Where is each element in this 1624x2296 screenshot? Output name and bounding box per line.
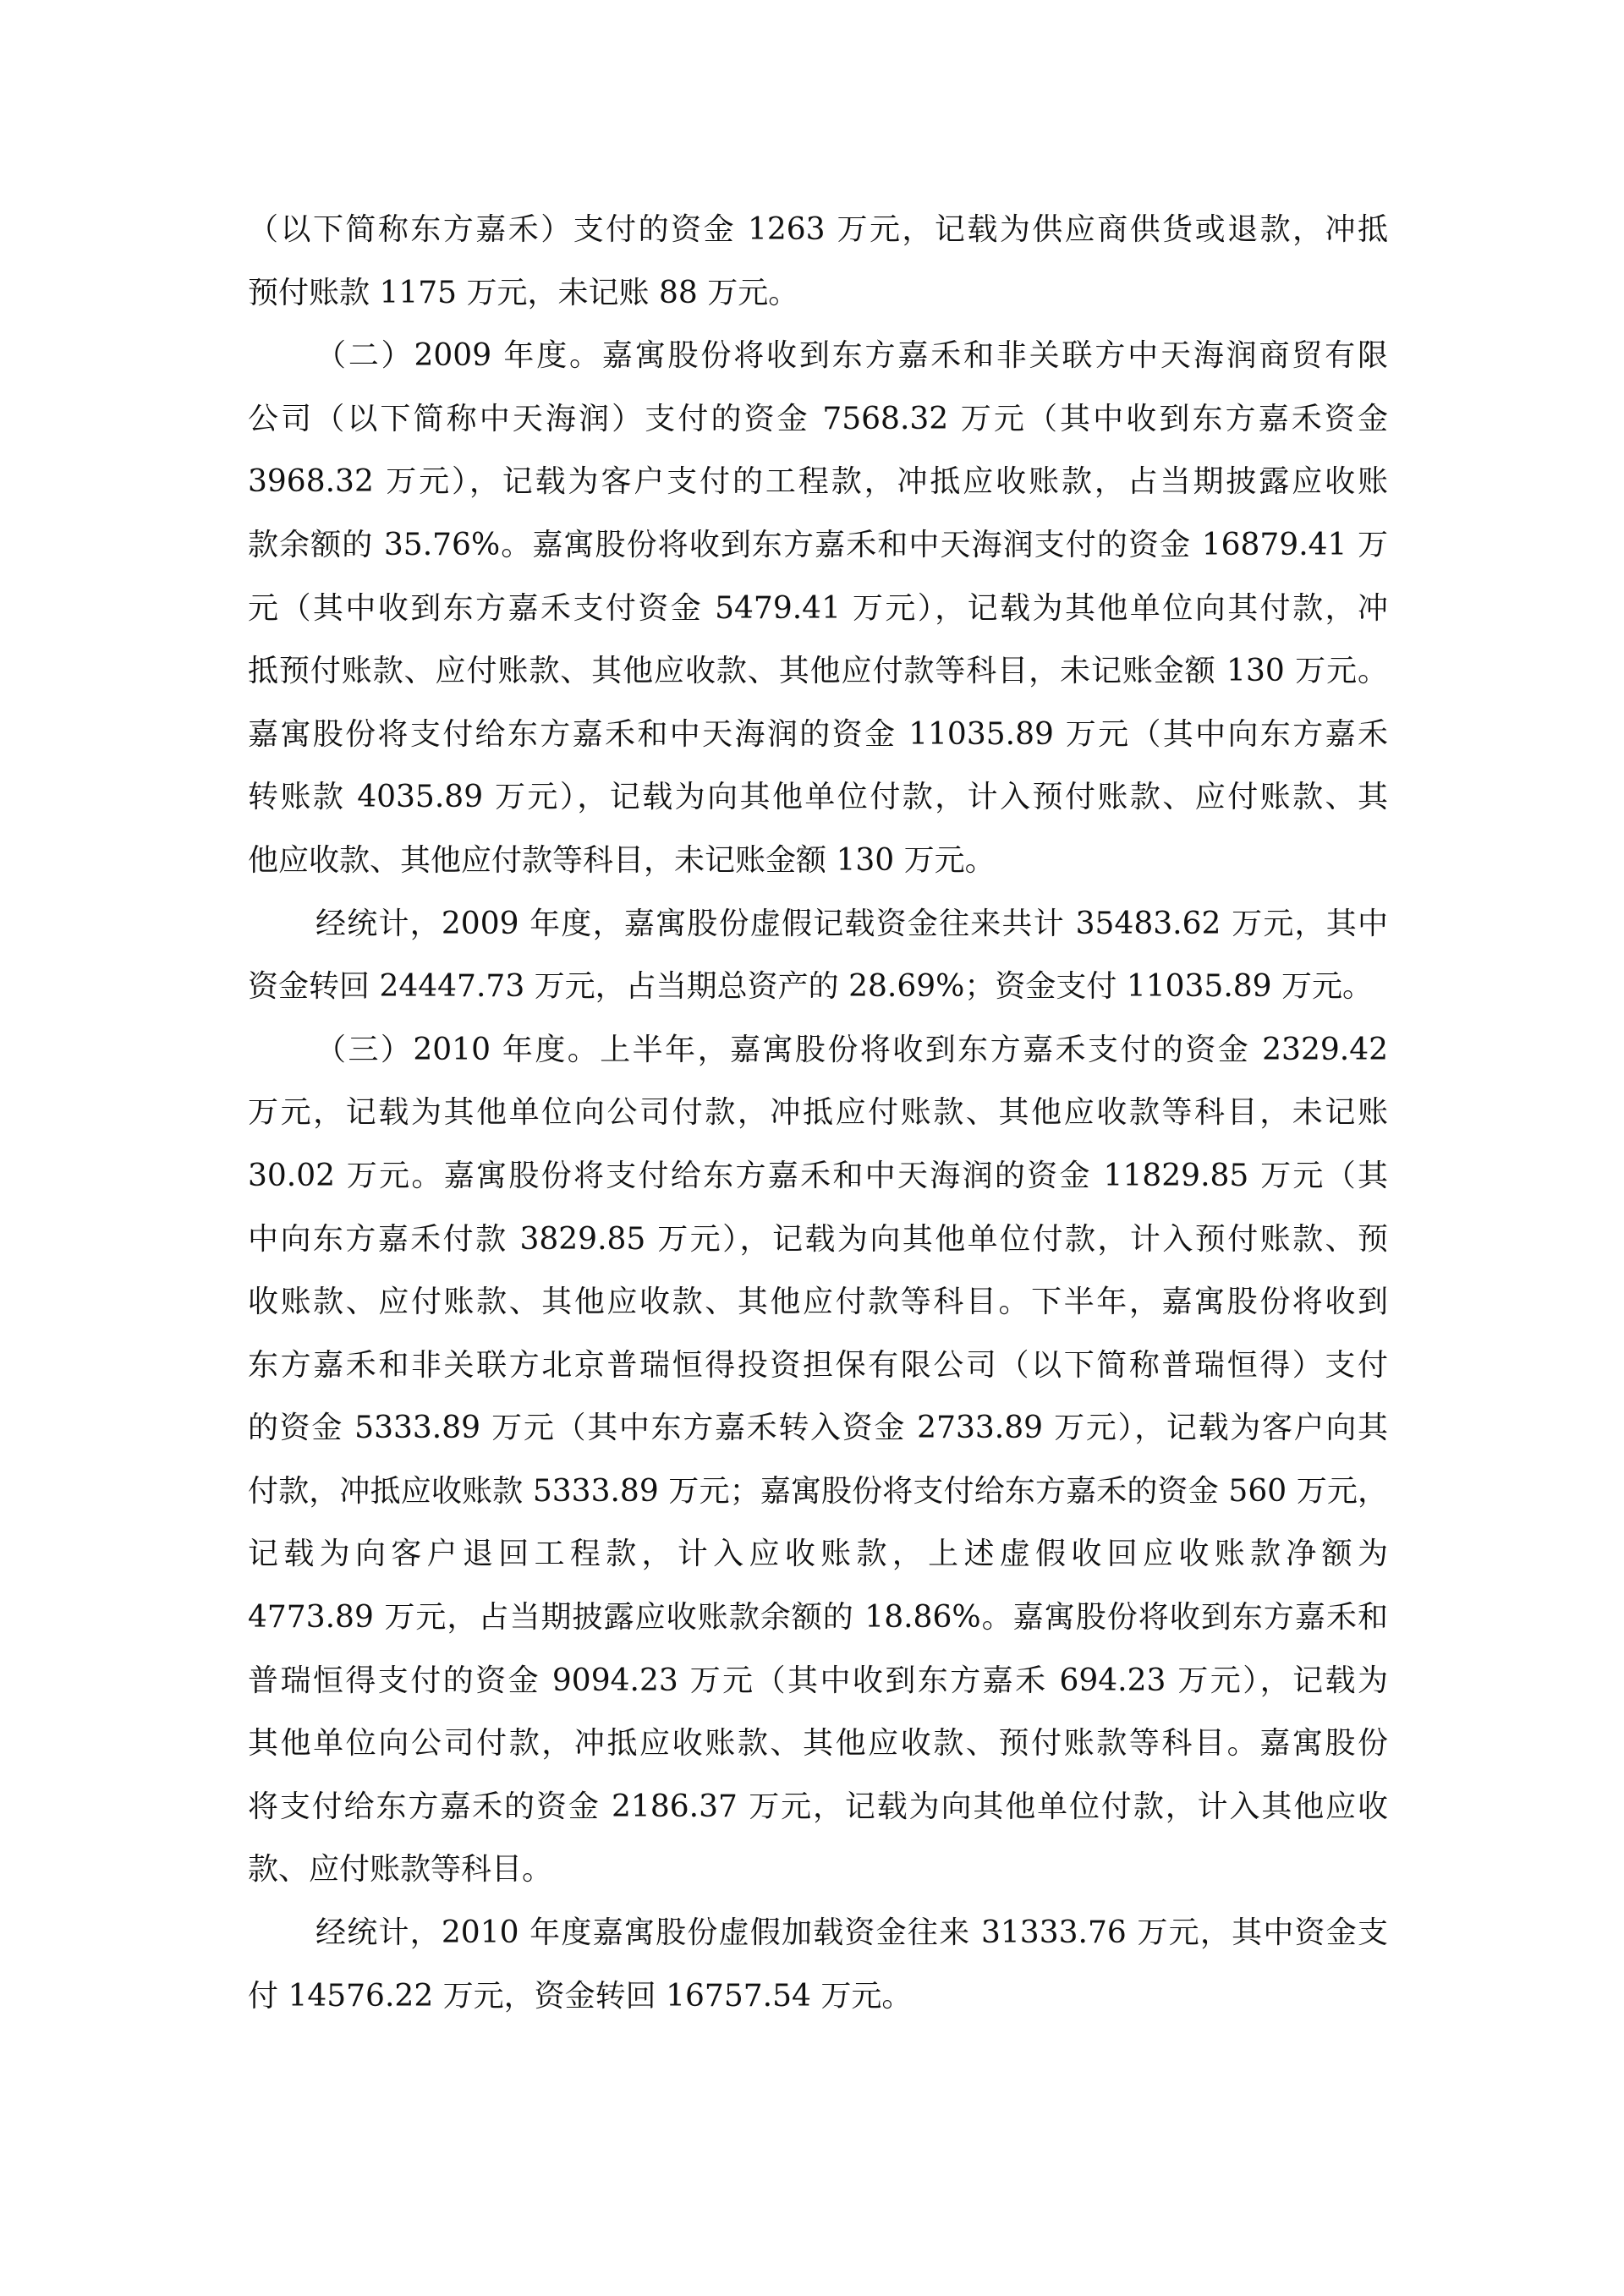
summary-line: 付 14576.22 万元，资金转回 16757.54 万元。 [248,1978,913,2014]
text-line: 东方嘉禾和非关联方北京普瑞恒得投资担保有限公司（以下简称普瑞恒得）支付 [248,1347,1388,1383]
text-line: 其他单位向公司付款，冲抵应收账款、其他应收款、预付账款等科目。嘉寓股份 [248,1726,1388,1762]
text-line: （以下简称东方嘉禾）支付的资金 1263 万元，记载为供应商供货或退款，冲抵 [248,212,1388,247]
text-line: 他应收款、其他应付款等科目，未记账金额 130 万元。 [248,842,996,878]
summary-line: 资金转回 24447.73 万元，占当期总资产的 28.69%；资金支付 11035.89 万元。 [248,969,1374,1005]
text-line: 万元，记载为其他单位向公司付款，冲抵应付账款、其他应收款等科目，未记账 [248,1095,1388,1131]
text-line: 4773.89 万元，占当期披露应收账款余额的 18.86%。嘉寓股份将收到东方嘉禾和 [248,1600,1388,1636]
text-line: 公司（以下简称中天海润）支付的资金 7568.32 万元（其中收到东方嘉禾资金 [248,401,1388,436]
text-line: 转账款 4035.89 万元），记载为向其他单位付款，计入预付账款、应付账款、其 [248,780,1388,815]
text-line: 预付账款 1175 万元，未记账 88 万元。 [248,275,799,310]
text-line: 收账款、应付账款、其他应收款、其他应付款等科目。下半年，嘉寓股份将收到 [248,1285,1388,1320]
summary-line: 经统计，2009 年度，嘉寓股份虚假记载资金往来共计 35483.62 万元，其中 [315,906,1388,941]
text-line: 的资金 5333.89 万元（其中东方嘉禾转入资金 2733.89 万元），记载为客户向其 [248,1411,1388,1446]
text-line: 记载为向客户退回工程款，计入应收账款，上述虚假收回应收账款净额为 [248,1537,1388,1572]
document-body [248,199,1388,2028]
text-line: 嘉寓股份将支付给东方嘉禾和中天海润的资金 11035.89 万元（其中向东方嘉禾 [248,716,1388,752]
section-heading-line: （三）2010 年度。上半年，嘉寓股份将收到东方嘉禾支付的资金 2329.42 [315,1032,1388,1067]
text-line: 付款，冲抵应收账款 5333.89 万元；嘉寓股份将支付给东方嘉禾的资金 560 万元， [248,1473,1388,1509]
summary-line: 经统计，2010 年度嘉寓股份虚假加载资金往来 31333.76 万元，其中资金支 [315,1915,1388,1951]
text-line: 款、应付账款等科目。 [248,1852,553,1888]
section-heading-line: （二）2009 年度。嘉寓股份将收到东方嘉禾和非关联方中天海润商贸有限 [315,338,1388,374]
text-line: 元（其中收到东方嘉禾支付资金 5479.41 万元），记载为其他单位向其付款，冲 [248,590,1388,626]
text-line: 普瑞恒得支付的资金 9094.23 万元（其中收到东方嘉禾 694.23 万元），记载为 [248,1663,1388,1698]
text-line: 3968.32 万元），记载为客户支付的工程款，冲抵应收账款，占当期披露应收账 [248,464,1388,500]
text-line: 将支付给东方嘉禾的资金 2186.37 万元，记载为向其他单位付款，计入其他应收 [248,1789,1388,1824]
text-line: 款余额的 35.76%。嘉寓股份将收到东方嘉禾和中天海润支付的资金 16879.41 万 [248,527,1388,562]
text-line: 30.02 万元。嘉寓股份将支付给东方嘉禾和中天海润的资金 11829.85 万元（其 [248,1158,1388,1193]
text-line: 中向东方嘉禾付款 3829.85 万元），记载为向其他单位付款，计入预付账款、预 [248,1221,1388,1257]
text-line: 抵预付账款、应付账款、其他应收款、其他应付款等科目，未记账金额 130 万元。 [248,654,1388,689]
